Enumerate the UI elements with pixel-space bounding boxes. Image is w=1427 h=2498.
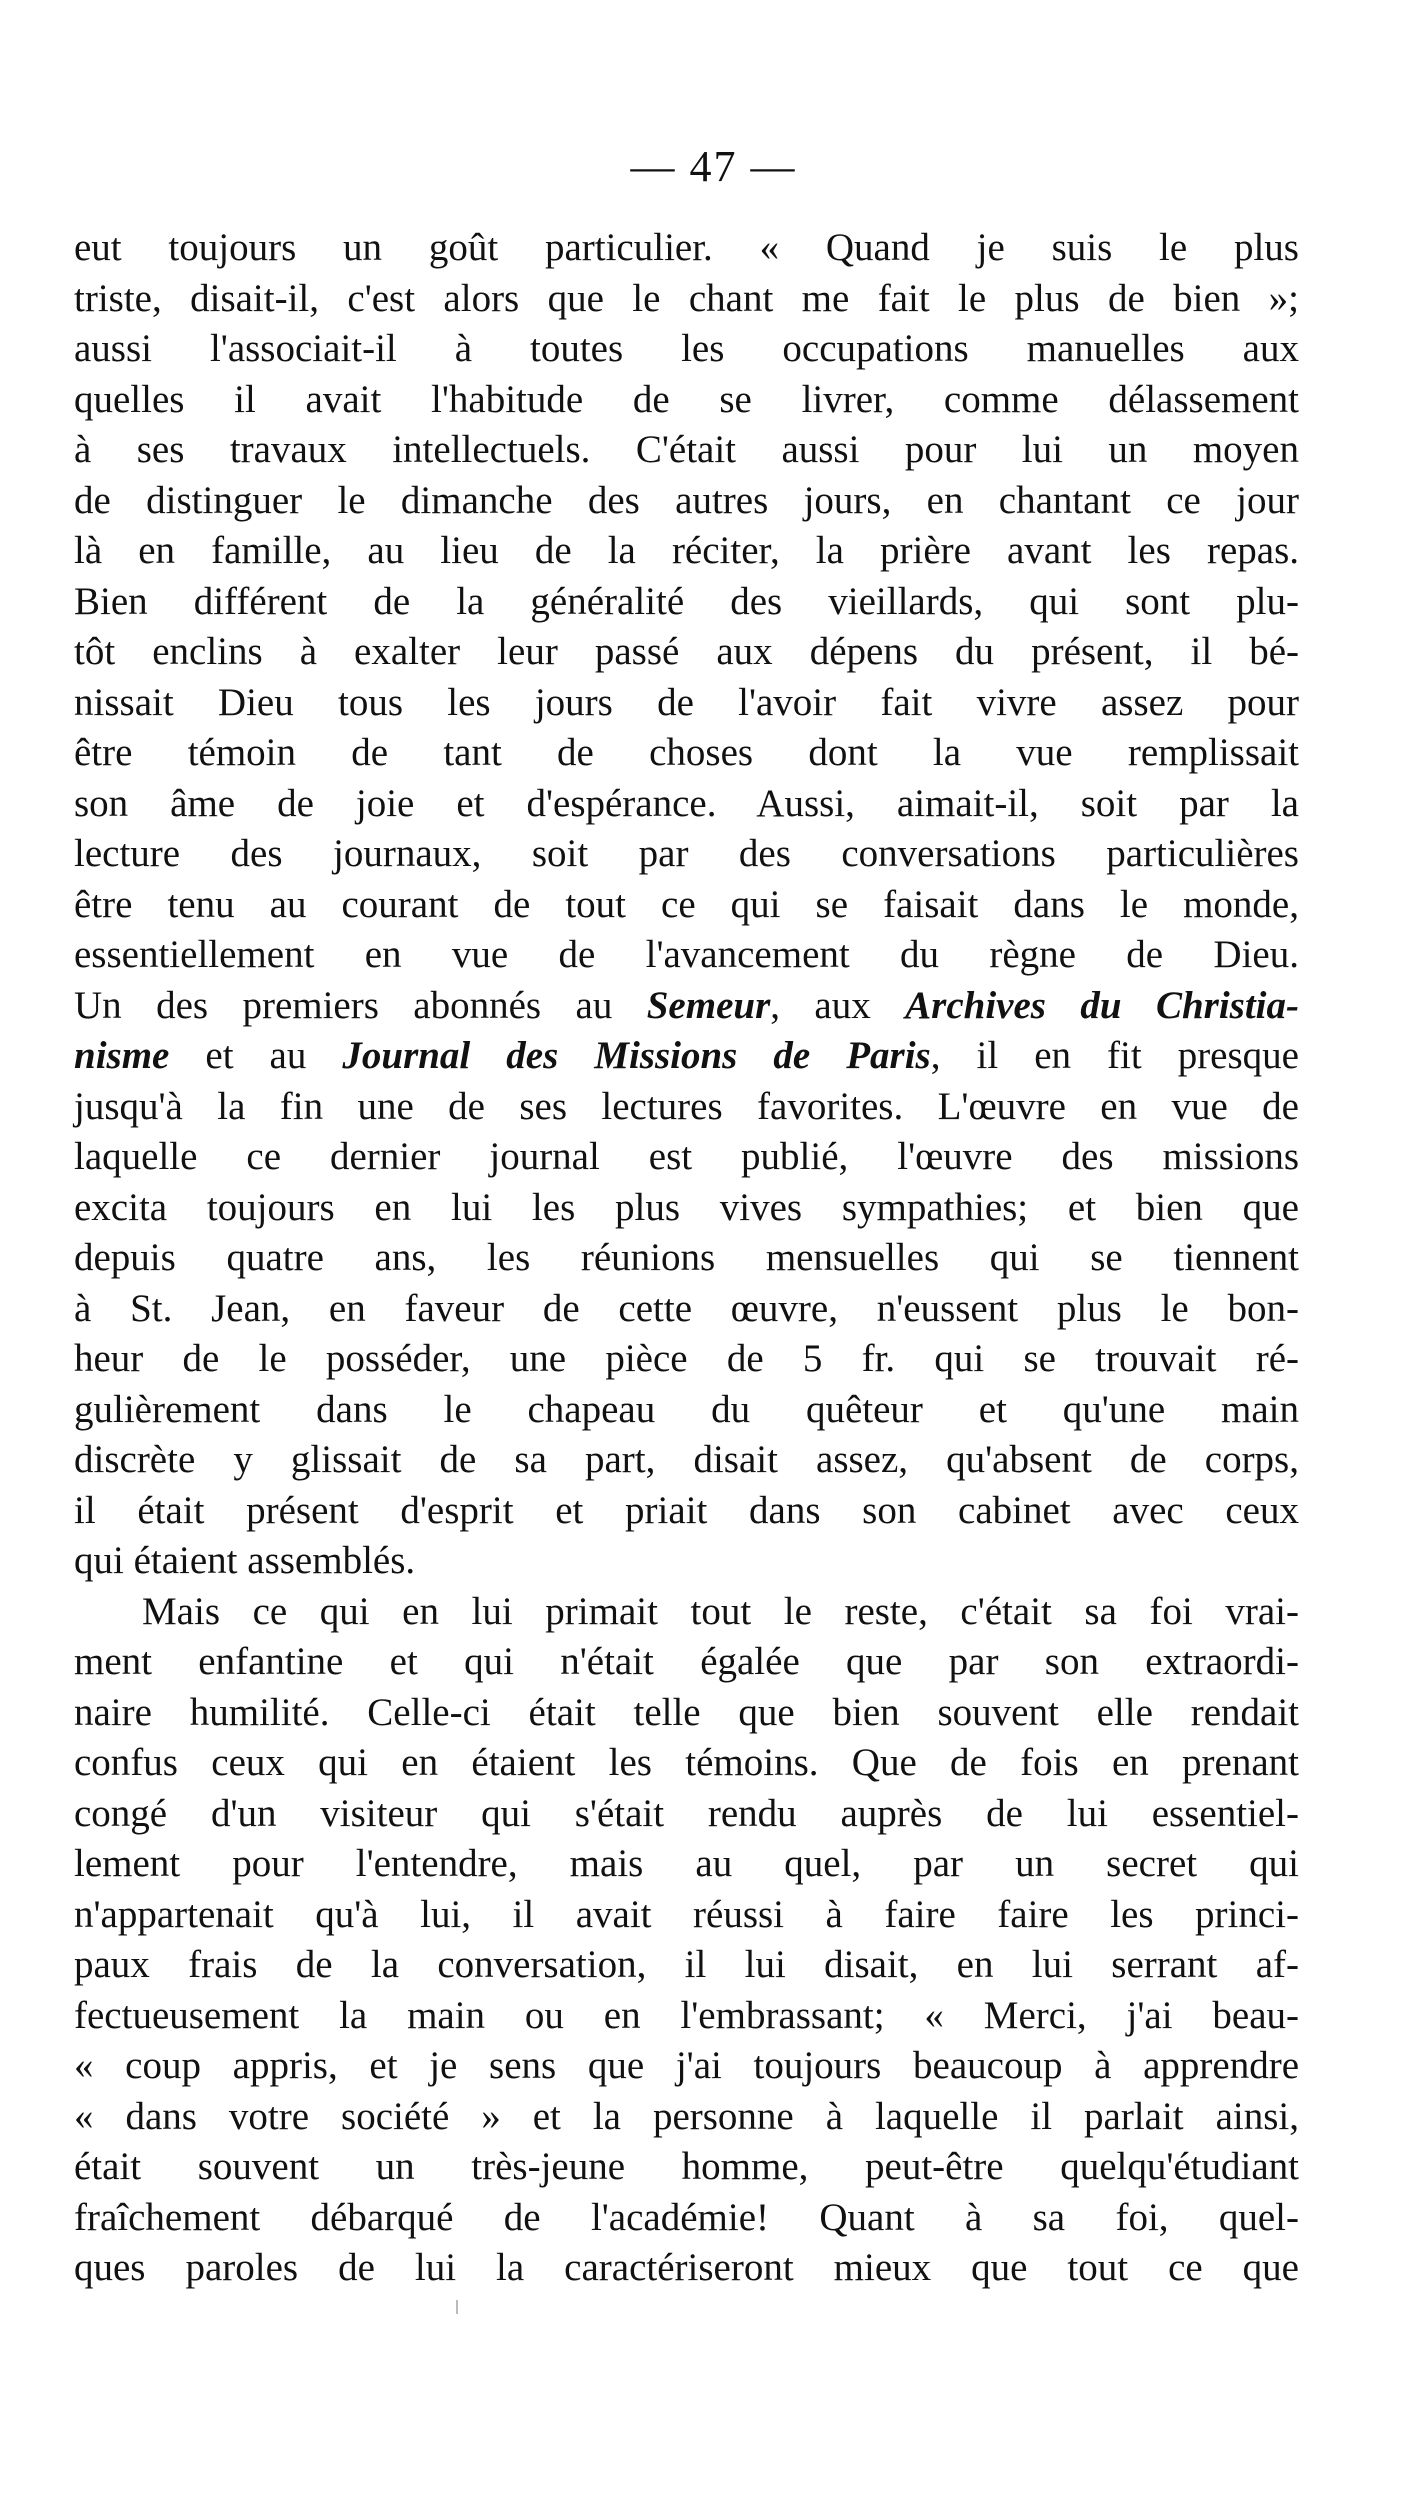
text-line: fraîchement débarqué de l'académie! Quant à sa foi, quel- [74, 2195, 1299, 2239]
text-line: laquelle ce dernier journal est publié, l'œuvre des missions [74, 1135, 1299, 1178]
text-line: Mais ce qui en lui primait tout le reste, c'était sa foi vrai- [142, 1589, 1299, 1633]
text-line: excita toujours en lui les plus vives sympathies; et bien que [74, 1185, 1299, 1229]
text-line: là en famille, au lieu de la réciter, la prière avant les repas. [74, 529, 1299, 572]
text-line: être témoin de tant de choses dont la vue remplissait [74, 731, 1299, 774]
text-line: de distinguer le dimanche des autres jours, en chantant ce jour [74, 478, 1299, 522]
page-number: — 47 — [630, 142, 797, 191]
text-line: à ses travaux intellectuels. C'était aussi pour lui un moyen [74, 428, 1299, 471]
text-line: qui étaient assemblés. [74, 1539, 416, 1582]
text-line: paux frais de la conversation, il lui disait, en lui serrant af- [74, 1943, 1299, 1986]
text-line: eut toujours un goût particulier. « Quand je suis le plus [74, 226, 1299, 269]
text-line: ment enfantine et qui n'était égalée que par son extraordi- [74, 1640, 1299, 1683]
print-speck [456, 2300, 458, 2314]
text-line: « dans votre société » et la personne à laquelle il parlait ainsi, [74, 2094, 1299, 2138]
text-line: n'appartenait qu'à lui, il avait réussi à faire faire les princi- [74, 1892, 1299, 1936]
paragraph-3 [74, 1587, 1299, 2294]
text-line: fectueusement la main ou en l'embrassant; « Merci, j'ai beau- [74, 1993, 1299, 2037]
text-line: depuis quatre ans, les réunions mensuelles qui se tiennent [74, 1236, 1299, 1279]
text-line: Bien différent de la généralité des vieillards, qui sont plu- [74, 579, 1299, 623]
text-line: tôt enclins à exalter leur passé aux dépens du présent, il bé- [74, 630, 1299, 673]
text-line: était souvent un très-jeune homme, peut-être quelqu'étudiant [74, 2145, 1299, 2188]
text-line: « coup appris, et je sens que j'ai toujours beaucoup à apprendre [74, 2044, 1299, 2087]
text-line: naire humilité. Celle-ci était telle que bien souvent elle rendait [74, 1690, 1299, 1734]
text-line: heur de le posséder, une pièce de 5 fr. qui se trouvait ré- [74, 1337, 1299, 1380]
text-line: lement pour l'entendre, mais au quel, par un secret qui [74, 1842, 1299, 1885]
text-line: être tenu au courant de tout ce qui se faisait dans le monde, [74, 882, 1299, 926]
body-text [74, 223, 1299, 2294]
text-line: discrète y glissait de sa part, disait assez, qu'absent de corps, [74, 1438, 1299, 1481]
text-line: ques paroles de lui la caractériseront mieux que tout ce que [74, 2246, 1299, 2289]
text-run: Un des premiers abonnés au [74, 983, 647, 1027]
italic-title: Journal des Missions de Paris [342, 1034, 931, 1077]
text-line: lecture des journaux, soit par des conversations particulières [74, 832, 1299, 875]
text-line: triste, disait-il, c'est alors que le chant me fait le plus de bien »; [74, 276, 1299, 320]
text-line: son âme de joie et d'espérance. Aussi, aimait-il, soit par la [74, 781, 1299, 825]
text-line: gulièrement dans le chapeau du quêteur et qu'une main [74, 1387, 1299, 1431]
text-line: confus ceux qui en étaient les témoins. Que de fois en prenant [74, 1741, 1299, 1784]
text-run: , aux [770, 983, 906, 1027]
text-run: et au [169, 1034, 343, 1077]
text-line: jusqu'à la fin une de ses lectures favorites. L'œuvre en vue de [74, 1084, 1299, 1128]
text-line [74, 1031, 1299, 1082]
italic-title: Semeur [646, 983, 771, 1027]
text-line: aussi l'associait-il à toutes les occupations manuelles aux [74, 327, 1299, 370]
text-line [74, 981, 1299, 1032]
italic-title: Archives du Christia- [905, 983, 1299, 1027]
paragraph-2 [74, 577, 1299, 1587]
text-line: nissait Dieu tous les jours de l'avoir fait vivre assez pour [74, 680, 1299, 724]
text-line: quelles il avait l'habitude de se livrer, comme délassement [74, 377, 1299, 421]
text-line: essentiellement en vue de l'avancement du règne de Dieu. [74, 933, 1299, 976]
text-line: il était présent d'esprit et priait dans son cabinet avec ceux [74, 1488, 1299, 1532]
paragraph-1 [74, 223, 1299, 577]
text-line: à St. Jean, en faveur de cette œuvre, n'eussent plus le bon- [74, 1286, 1299, 1330]
italic-title: nisme [74, 1034, 170, 1077]
text-run: , il en fit presque [930, 1034, 1299, 1077]
text-line: congé d'un visiteur qui s'était rendu auprès de lui essentiel- [74, 1791, 1299, 1835]
